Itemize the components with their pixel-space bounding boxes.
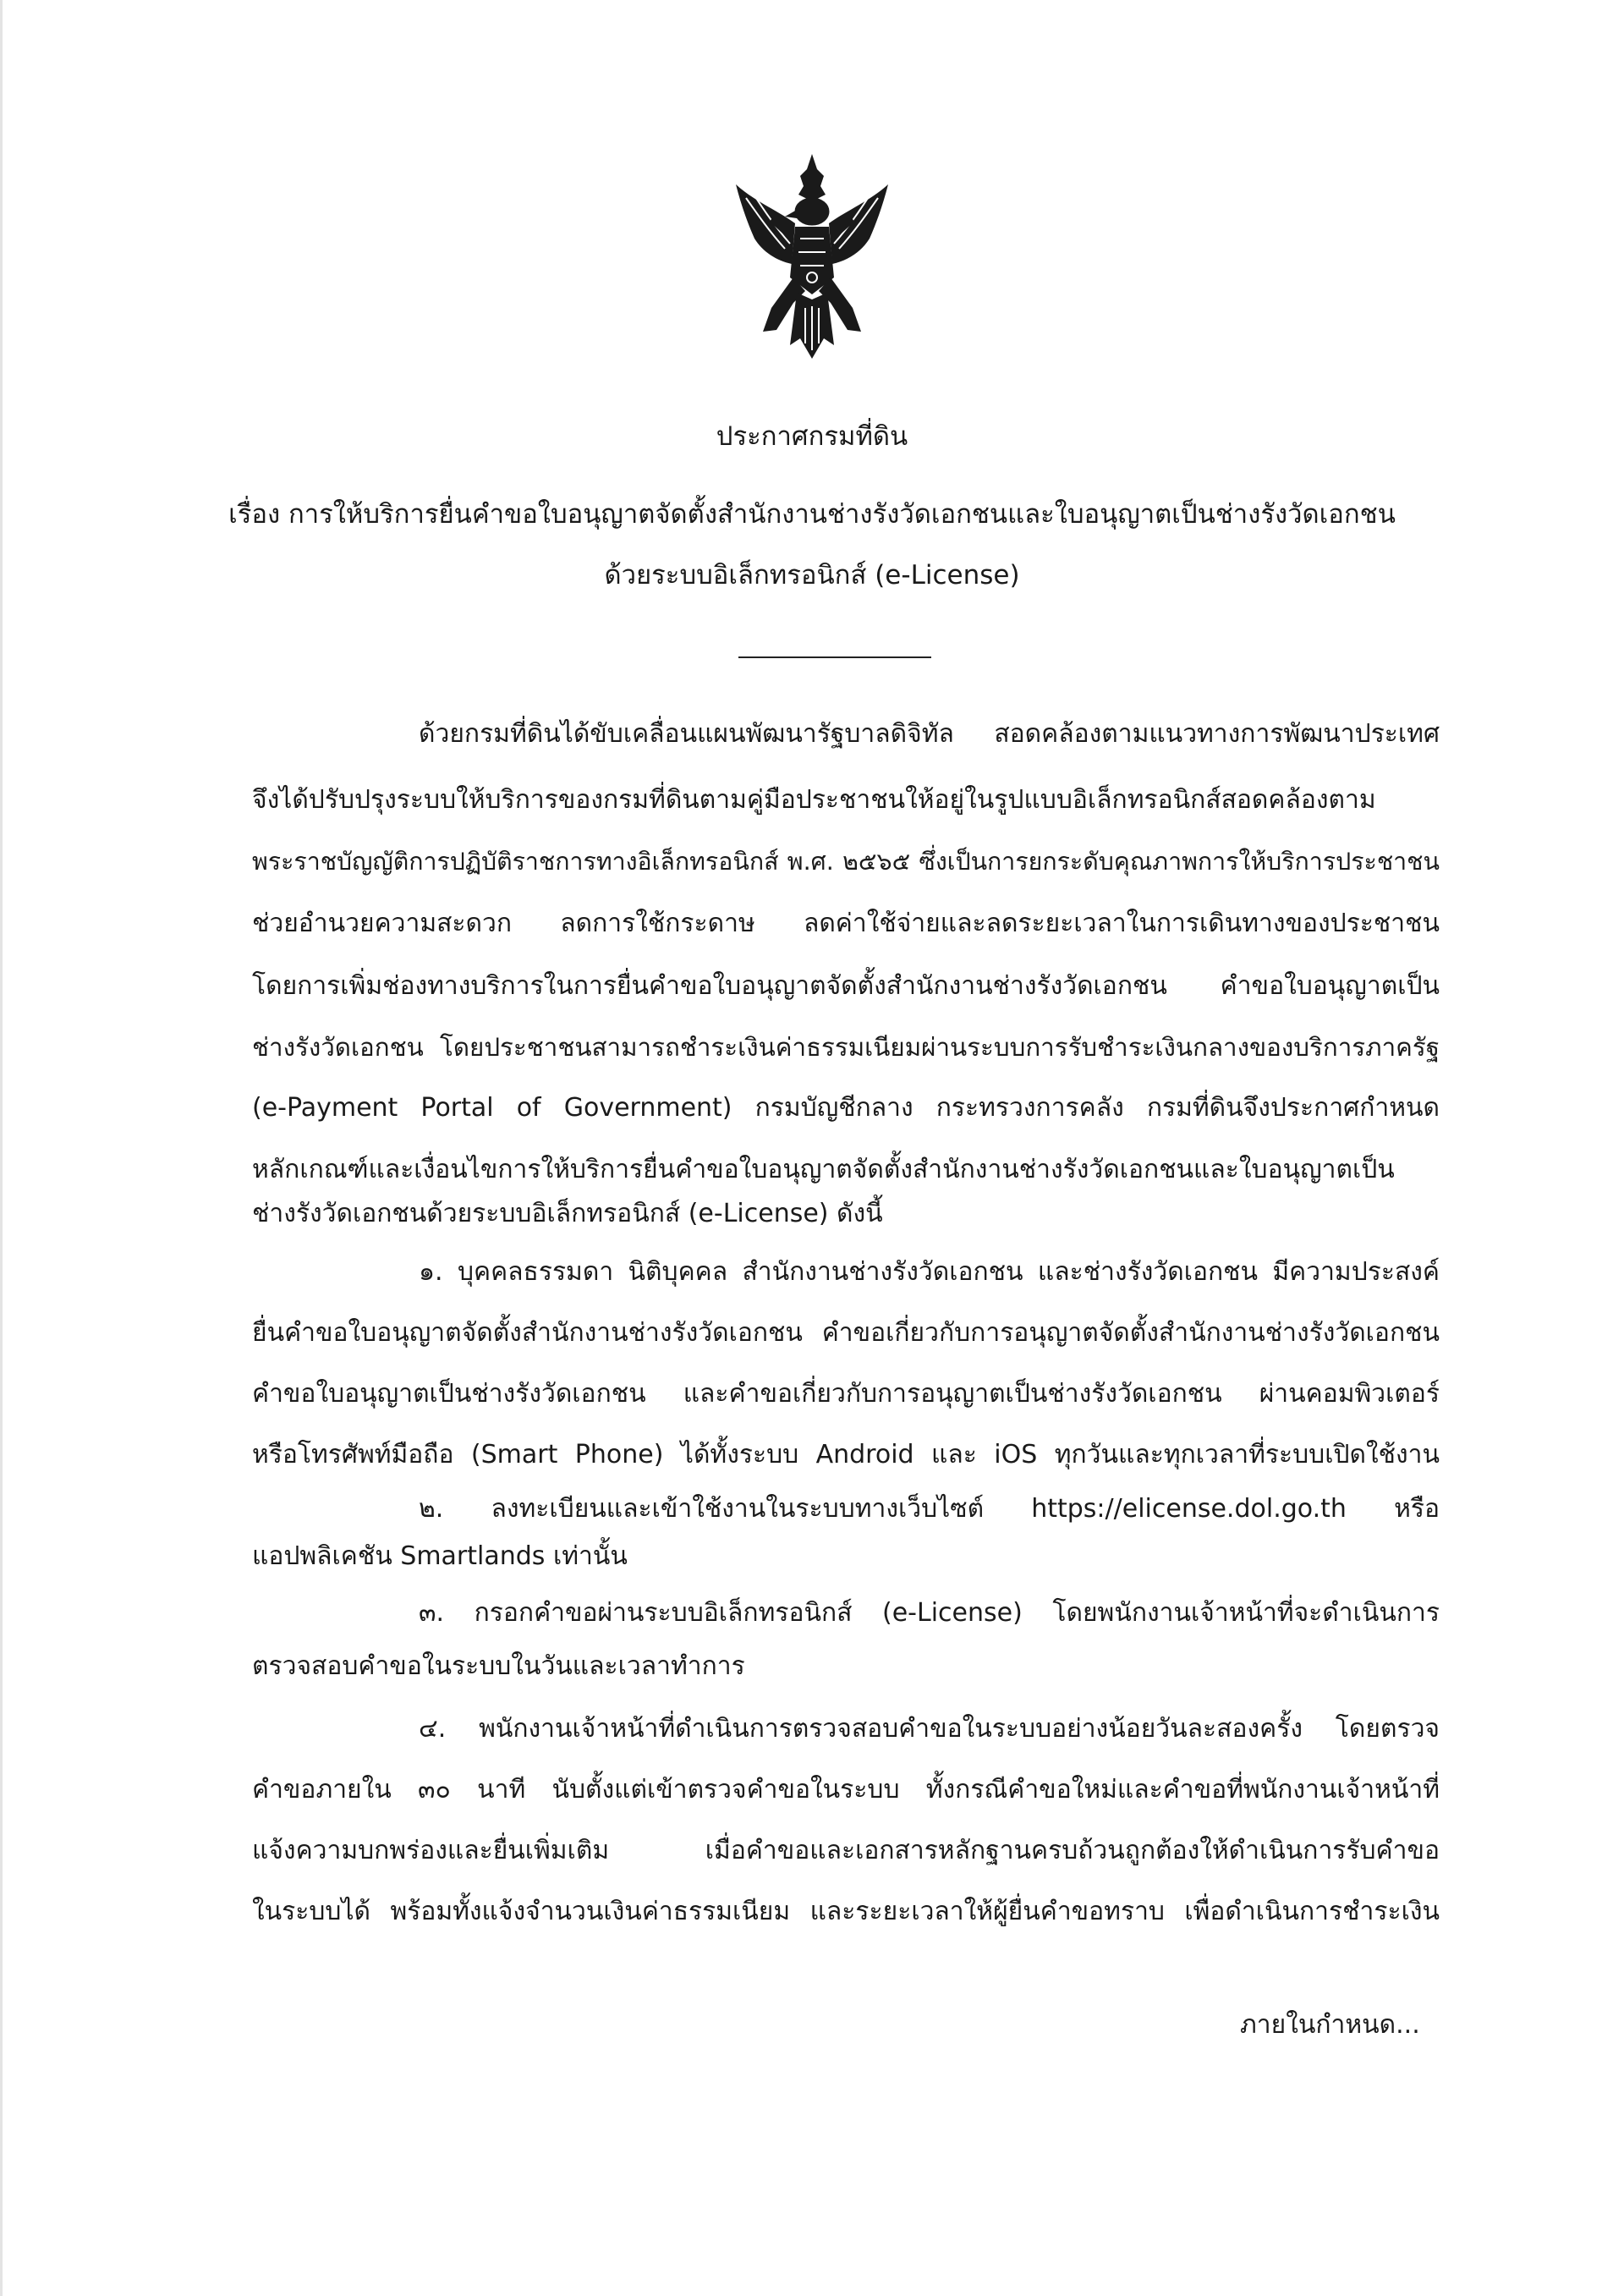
- item-4-line: คำขอภายใน ๓๐ นาที นับตั้งแต่เข้าตรวจคำขอในระบบ ทั้งกรณีคำขอใหม่และคำขอที่พนักงานเจ้าหน้าที่: [252, 1775, 1440, 1804]
- item-2-line: ๒. ลงทะเบียนและเข้าใช้งานในระบบทางเว็บไซต์ https://elicense.dol.go.th หรือ: [419, 1494, 1440, 1524]
- continued-marker: ภายในกำหนด...: [1240, 2010, 1420, 2040]
- intro-line: จึงได้ปรับปรุงระบบให้บริการของกรมที่ดินตามคู่มือประชาชนให้อยู่ในรูปแบบอิเล็กทรอนิกส์สอดคล้องตาม: [252, 785, 1376, 815]
- subject-line-2: ด้วยระบบอิเล็กทรอนิกส์ (e-License): [604, 560, 1020, 590]
- title-divider: [738, 656, 931, 658]
- intro-line: ด้วยกรมที่ดินได้ขับเคลื่อนแผนพัฒนารัฐบาลดิจิทัล สอดคล้องตามแนวทางการพัฒนาประเทศ: [419, 719, 1440, 749]
- item-1-line: หรือโทรศัพท์มือถือ (Smart Phone) ได้ทั้งระบบ Android และ iOS ทุกวันและทุกเวลาที่ระบบเปิดใช้งาน: [252, 1440, 1440, 1469]
- subject-line-1: เรื่อง การให้บริการยื่นคำขอใบอนุญาตจัดตั้งสำนักงานช่างรังวัดเอกชนและใบอนุญาตเป็นช่างรังวัดเอกชน: [228, 499, 1396, 530]
- item-2-line: แอปพลิเคชัน Smartlands เท่านั้น: [252, 1541, 628, 1571]
- intro-line: หลักเกณฑ์และเงื่อนไขการให้บริการยื่นคำขอใบอนุญาตจัดตั้งสำนักงานช่างรังวัดเอกชนและใบอนุญาตเป็น: [252, 1155, 1395, 1184]
- item-4-line: ๔. พนักงานเจ้าหน้าที่ดำเนินการตรวจสอบคำขอในระบบอย่างน้อยวันละสองครั้ง โดยตรวจ: [419, 1714, 1440, 1744]
- item-4-line: แจ้งความบกพร่องและยื่นเพิ่มเติม เมื่อคำขอและเอกสารหลักฐานครบถ้วนถูกต้องให้ดำเนินการรับคำขอ: [252, 1836, 1440, 1865]
- intro-line: ช่างรังวัดเอกชนด้วยระบบอิเล็กทรอนิกส์ (e-License) ดังนี้: [252, 1199, 883, 1228]
- item-1-line: ยื่นคำขอใบอนุญาตจัดตั้งสำนักงานช่างรังวัดเอกชน คำขอเกี่ยวกับการอนุญาตจัดตั้งสำนักงานช่างรังวัดเอกชน: [252, 1318, 1440, 1348]
- document-title: ประกาศกรมที่ดิน: [716, 421, 908, 452]
- intro-line: โดยการเพิ่มช่องทางบริการในการยื่นคำขอใบอนุญาตจัดตั้งสำนักงานช่างรังวัดเอกชน คำขอใบอนุญาตเป็น: [252, 971, 1440, 1001]
- intro-line: (e-Payment Portal of Government) กรมบัญชีกลาง กระทรวงการคลัง กรมที่ดินจึงประกาศกำหนด: [252, 1093, 1440, 1123]
- intro-line: พระราชบัญญัติการปฏิบัติราชการทางอิเล็กทรอนิกส์ พ.ศ. ๒๕๖๕ ซึ่งเป็นการยกระดับคุณภาพการให้บริการประชาชน: [252, 848, 1440, 876]
- intro-line: ช่างรังวัดเอกชน โดยประชาชนสามารถชำระเงินค่าธรรมเนียมผ่านระบบการรับชำระเงินกลางของบริการภาครัฐ: [252, 1033, 1440, 1062]
- garuda-emblem-icon: [729, 151, 895, 362]
- item-4-line: ในระบบได้ พร้อมทั้งแจ้งจำนวนเงินค่าธรรมเนียม และระยะเวลาให้ผู้ยื่นคำขอทราบ เพื่อดำเนินการชำระเงิน: [252, 1897, 1440, 1926]
- item-3-line: ตรวจสอบคำขอในระบบในวันและเวลาทำการ: [252, 1651, 745, 1681]
- item-3-line: ๓. กรอกคำขอผ่านระบบอิเล็กทรอนิกส์ (e-License) โดยพนักงานเจ้าหน้าที่จะดำเนินการ: [419, 1598, 1440, 1628]
- item-1-line: คำขอใบอนุญาตเป็นช่างรังวัดเอกชน และคำขอเกี่ยวกับการอนุญาตเป็นช่างรังวัดเอกชน ผ่านคอมพิวเตอร์: [252, 1379, 1440, 1409]
- item-1-line: ๑. บุคคลธรรมดา นิติบุคคล สำนักงานช่างรังวัดเอกชน และช่างรังวัดเอกชน มีความประสงค์: [419, 1257, 1440, 1287]
- scan-edge: [0, 0, 3, 2296]
- intro-line: ช่วยอำนวยความสะดวก ลดการใช้กระดาษ ลดค่าใช้จ่ายและลดระยะเวลาในการเดินทางของประชาชน: [252, 909, 1440, 938]
